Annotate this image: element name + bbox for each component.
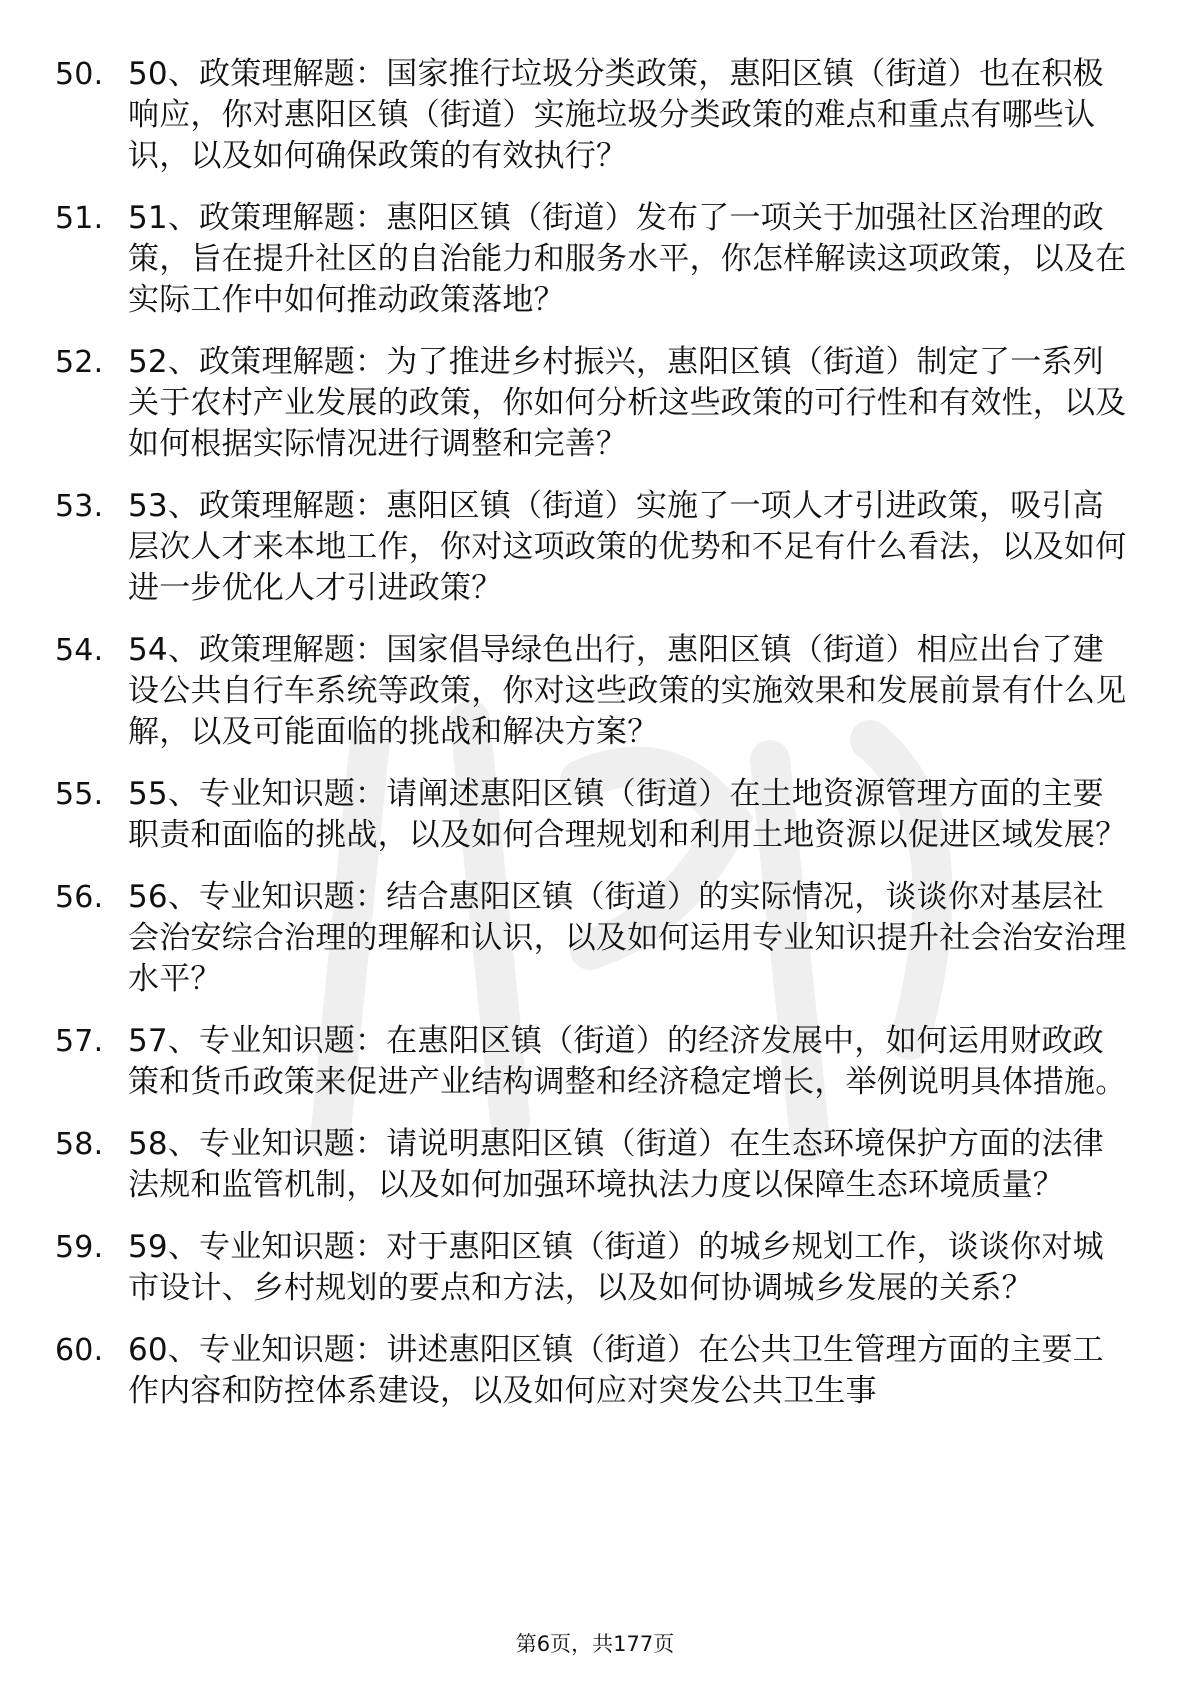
question-text: 50、政策理解题：国家推行垃圾分类政策，惠阳区镇（街道）也在积极响应，你对惠阳区镇（街道）实施垃圾分类政策的难点和重点有哪些认识，以及如何确保政策的有效执行？ [128,56,1104,174]
question-item [55,54,1135,177]
question-text: 56、专业知识题：结合惠阳区镇（街道）的实际情况，谈谈你对基层社会治安综合治理的理解和认识，以及如何运用专业知识提升社会治安治理水平？ [128,879,1127,997]
question-number: 53. [55,489,104,524]
page-number-label: 第6页，共177页 [515,1632,675,1656]
question-item [55,342,1135,465]
question-item [55,630,1135,753]
question-number: 57. [55,1024,104,1059]
question-number: 59. [55,1230,104,1265]
question-item [55,1330,1135,1412]
question-item [55,198,1135,321]
question-number: 55. [55,777,104,812]
question-item [55,1021,1135,1103]
question-number: 50. [55,57,104,92]
question-text: 60、专业知识题：讲述惠阳区镇（街道）在公共卫生管理方面的主要工作内容和防控体系建设，以及如何应对突发公共卫生事 [128,1332,1104,1409]
question-text: 53、政策理解题：惠阳区镇（街道）实施了一项人才引进政策，吸引高层次人才来本地工作，你对这项政策的优势和不足有什么看法，以及如何进一步优化人才引进政策？ [128,488,1127,606]
question-item [55,1227,1135,1309]
question-text: 55、专业知识题：请阐述惠阳区镇（街道）在土地资源管理方面的主要职责和面临的挑战，以及如何合理规划和利用土地资源以促进区域发展？ [128,776,1127,853]
question-number: 56. [55,880,104,915]
question-number: 51. [55,201,104,236]
question-list [55,54,1135,1433]
question-item [55,877,1135,1000]
question-text: 59、专业知识题：对于惠阳区镇（街道）的城乡规划工作，谈谈你对城市设计、乡村规划的要点和方法，以及如何协调城乡发展的关系？ [128,1229,1104,1306]
question-number: 58. [55,1127,104,1162]
question-text: 57、专业知识题：在惠阳区镇（街道）的经济发展中，如何运用财政政策和货币政策来促进产业结构调整和经济稳定增长，举例说明具体措施。 [128,1023,1127,1100]
question-item [55,486,1135,609]
question-text: 52、政策理解题：为了推进乡村振兴，惠阳区镇（街道）制定了一系列关于农村产业发展的政策，你如何分析这些政策的可行性和有效性，以及如何根据实际情况进行调整和完善？ [128,344,1127,462]
question-number: 54. [55,633,104,668]
question-item [55,774,1135,856]
question-text: 51、政策理解题：惠阳区镇（街道）发布了一项关于加强社区治理的政策，旨在提升社区的自治能力和服务水平，你怎样解读这项政策，以及在实际工作中如何推动政策落地？ [128,200,1127,318]
question-text: 54、政策理解题：国家倡导绿色出行，惠阳区镇（街道）相应出台了建设公共自行车系统等政策，你对这些政策的实施效果和发展前景有什么见解，以及可能面临的挑战和解决方案？ [128,632,1127,750]
question-number: 60. [55,1333,104,1368]
page-footer [0,1628,1190,1658]
question-item [55,1124,1135,1206]
question-number: 52. [55,345,104,380]
question-text: 58、专业知识题：请说明惠阳区镇（街道）在生态环境保护方面的法律法规和监管机制，以及如何加强环境执法力度以保障生态环境质量？ [128,1126,1104,1203]
